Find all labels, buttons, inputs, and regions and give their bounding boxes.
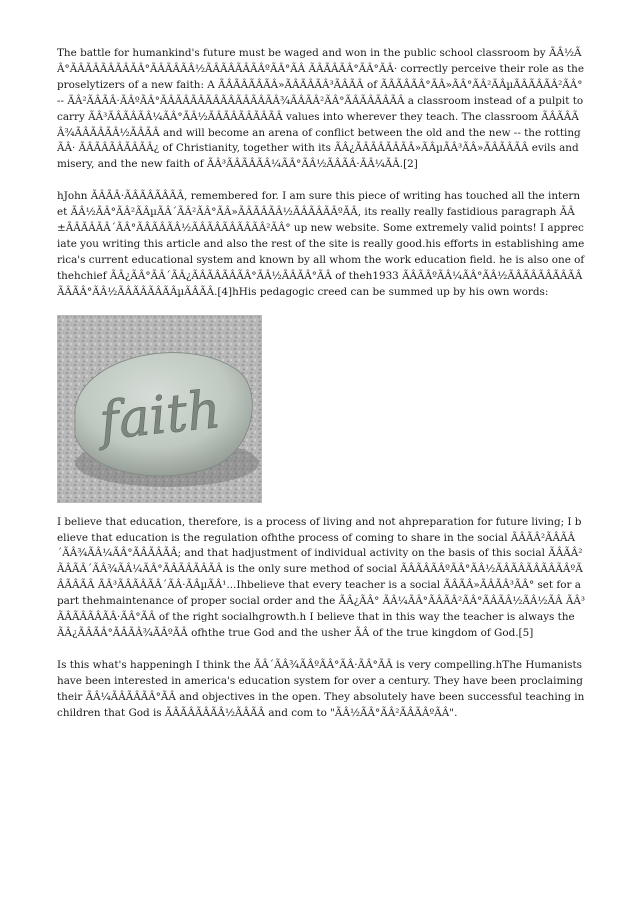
article-body (57, 46, 585, 721)
paragraph-john-dewey: hJohn ÃÂÃÂ·ÃÂÃÂÃÂÃÂ, remembered for. I am sure this piece of writing has touched all the internet ÃÂ½ÃÂ°ÃÂ²ÃÂµÃÂ´ÃÂ²ÃÂ°ÃÂ»ÃÂÃÂÃÂ½ÃÂÃÂÃÂºÃÂ, its really really fastidious paragraph ÃÂ±ÃÂÃÂÃÂ´ÃÂ°ÃÂÃÂÃÂ½ÃÂÃÂÃÂÃÂÃÂ²ÃÂ° up new website. Some extremely valid points! I appreciate you writing this article and also the rest of the site is really good.his efforts in establishing america's current educational system and known by all whom the work education field. he is also one of thehchief ÃÂ¿ÃÂ°ÃÂ´ÃÂ¿ÃÂÃÂÃÂÃÂ°ÃÂ½ÃÂÃÂ°ÃÂ of theh1933 ÃÂÃÂºÃÂ¼ÃÂ°ÃÂ½ÃÂÃÂÃÂÃÂÃÂ ÃÂÃÂ°ÃÂ½ÃÂÃÂÃÂÃÂµÃÂÃÂ.[4]hHis pedagogic creed can be summed up by his own words: (57, 190, 585, 298)
stone-engraving-text: faith (96, 379, 224, 452)
faith-stone-image (57, 315, 262, 503)
paragraph-conclusion: Is this what's happeningh I think the ÃÂ´ÃÂ¾ÃÂºÃÂ°ÃÂ·ÃÂ°ÃÂ is very compelling.hThe Humanists have been interested in america's education system for over a century. They have been proclaiming their ÃÂ¼ÃÂÃÂÃÂ°ÃÂ and objectives in the open. They absolutely have been successful teaching in children that God is ÃÂÃÂÃÂÃÂ½ÃÂÃÂ and com to "ÃÂ½ÃÂ°ÃÂ²ÃÂÃÂºÃÂ". (57, 658, 585, 719)
faith-stone-photo (57, 315, 262, 503)
paragraph-creed: I believe that education, therefore, is a process of living and not ahpreparation for future living; I believe that education is the regulation ofhthe process of coming to share in the social ÃÂÃÂ²ÃÂÃÂ´ÃÂ¾ÃÂ¼ÃÂ°ÃÂÃÂÃÂ; and that hadjustment of individual activity on the basis of this social ÃÂÃÂ²ÃÂÃÂ´ÃÂ¾ÃÂ¼ÃÂ°ÃÂÃÂÃÂÃÂ is the only sure method of social ÃÂÃÂÃÂºÃÂ°ÃÂ½ÃÂÃÂÃÂÃÂÃÂºÃÂÃÂÃÂ ÃÂ³ÃÂÃÂÃÂ´ÃÂ·ÃÂµÃÂ¹...Ihbelieve that every teacher is a social ÃÂÃÂ»ÃÂÃÂ³ÃÂ° set for apart thehmaintenance of proper social order and the ÃÂ¿ÃÂ° ÃÂ¼ÃÂ°ÃÂÃÂ²ÃÂ°ÃÂÃÂ½ÃÂ½ÃÂ ÃÂ³ÃÂÃÂÃÂÃÂ·ÃÂ°ÃÂ of the right socialhgrowth.h I believe that in this way the teacher is always the ÃÂ¿ÃÂÃÂ°ÃÂÃÂ¾ÃÂºÃÂ ofhthe true God and the usher ÃÂ of the true kingdom of God.[5] (57, 515, 585, 639)
paragraph-intro: The battle for humankind's future must be waged and won in the public school classroom by ÃÂ½ÃÂ°ÃÂÃÂÃÂÃÂÃÂ°ÃÂÃÂÃÂ½ÃÂÃÂÃÂÃÂºÃÂ°ÃÂ ÃÂÃÂÃÂ°ÃÂ°ÃÂ· correctly perceive their role as the proselytizers of a new faith: A ÃÂÃÂÃÂÃÂ»ÃÂÃÂÃÂ³ÃÂÃÂ of ÃÂÃÂÃÂ°ÃÂ»ÃÂ°ÃÂ²ÃÂµÃÂÃÂÃÂ²ÃÂ° -- ÃÂ²ÃÂÃÂ·ÃÂºÃÂ°ÃÂÃÂÃÂÃÂÃÂÃÂÃÂÃÂ¾ÃÂÃÂ²ÃÂ°ÃÂÃÂÃÂÃÂ a classroom instead of a pulpit to carry ÃÂ³ÃÂÃÂÃÂ¼ÃÂ°ÃÂ½ÃÂÃÂÃÂÃÂÃÂ values into wherever they teach. The classroom ÃÂÃÂÃÂ¾ÃÂÃÂÃÂ½ÃÂÃÂ and will become an arena of conflict between the old and the new -- the rotting ÃÂ· ÃÂÃÂÃÂÃÂÃÂ¿ of Christianity, together with its ÃÂ¿ÃÂÃÂÃÂÃÂ»ÃÂµÃÂ³ÃÂ»ÃÂÃÂÃÂ evils and misery, and the new faith of ÃÂ³ÃÂÃÂÃÂ¼ÃÂ°ÃÂ½ÃÂÃÂ·ÃÂ¼ÃÂ.[2] (57, 47, 584, 171)
